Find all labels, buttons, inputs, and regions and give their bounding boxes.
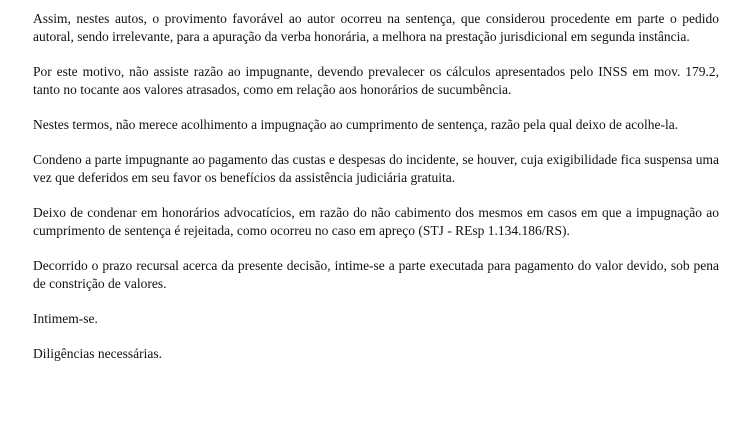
document-body [33, 10, 719, 380]
paragraph-diligencias: Diligências necessárias. [33, 346, 162, 361]
paragraph-termos: Nestes termos, não merece acolhimento a impugnação ao cumprimento de sentença, razão pela qual deixo de acolhe-la. [33, 117, 679, 132]
paragraph-motivo: Por este motivo, não assiste razão ao impugnante, devendo prevalecer os cálculos apresentados pelo INSS em mov. 179.2, tanto no tocante aos valores atrasados, como em relação aos honorários de sucumbência. [33, 64, 719, 97]
paragraph-custas: Condeno a parte impugnante ao pagamento das custas e despesas do incidente, se houver, cuja exigibilidade fica suspensa uma vez que deferidos em seu favor os benefícios da assistência judiciária gratuita. [33, 152, 719, 185]
paragraph-honorarios: Deixo de condenar em honorários advocatícios, em razão do não cabimento dos mesmos em casos em que a impugnação ao cumprimento de sentença é rejeitada, como ocorreu no caso em apreço (STJ - REsp 1.134.186/RS). [33, 205, 719, 238]
paragraph-intimem: Intimem-se. [33, 311, 98, 326]
paragraph-prazo: Decorrido o prazo recursal acerca da presente decisão, intime-se a parte executada para pagamento do valor devido, sob pena de constrição de valores. [33, 258, 719, 291]
paragraph-sentenca: Assim, nestes autos, o provimento favorável ao autor ocorreu na sentença, que considerou procedente em parte o pedido autoral, sendo irrelevante, para a apuração da verba honorária, a melhora na prestação jurisdicional em segunda instância. [33, 11, 719, 44]
